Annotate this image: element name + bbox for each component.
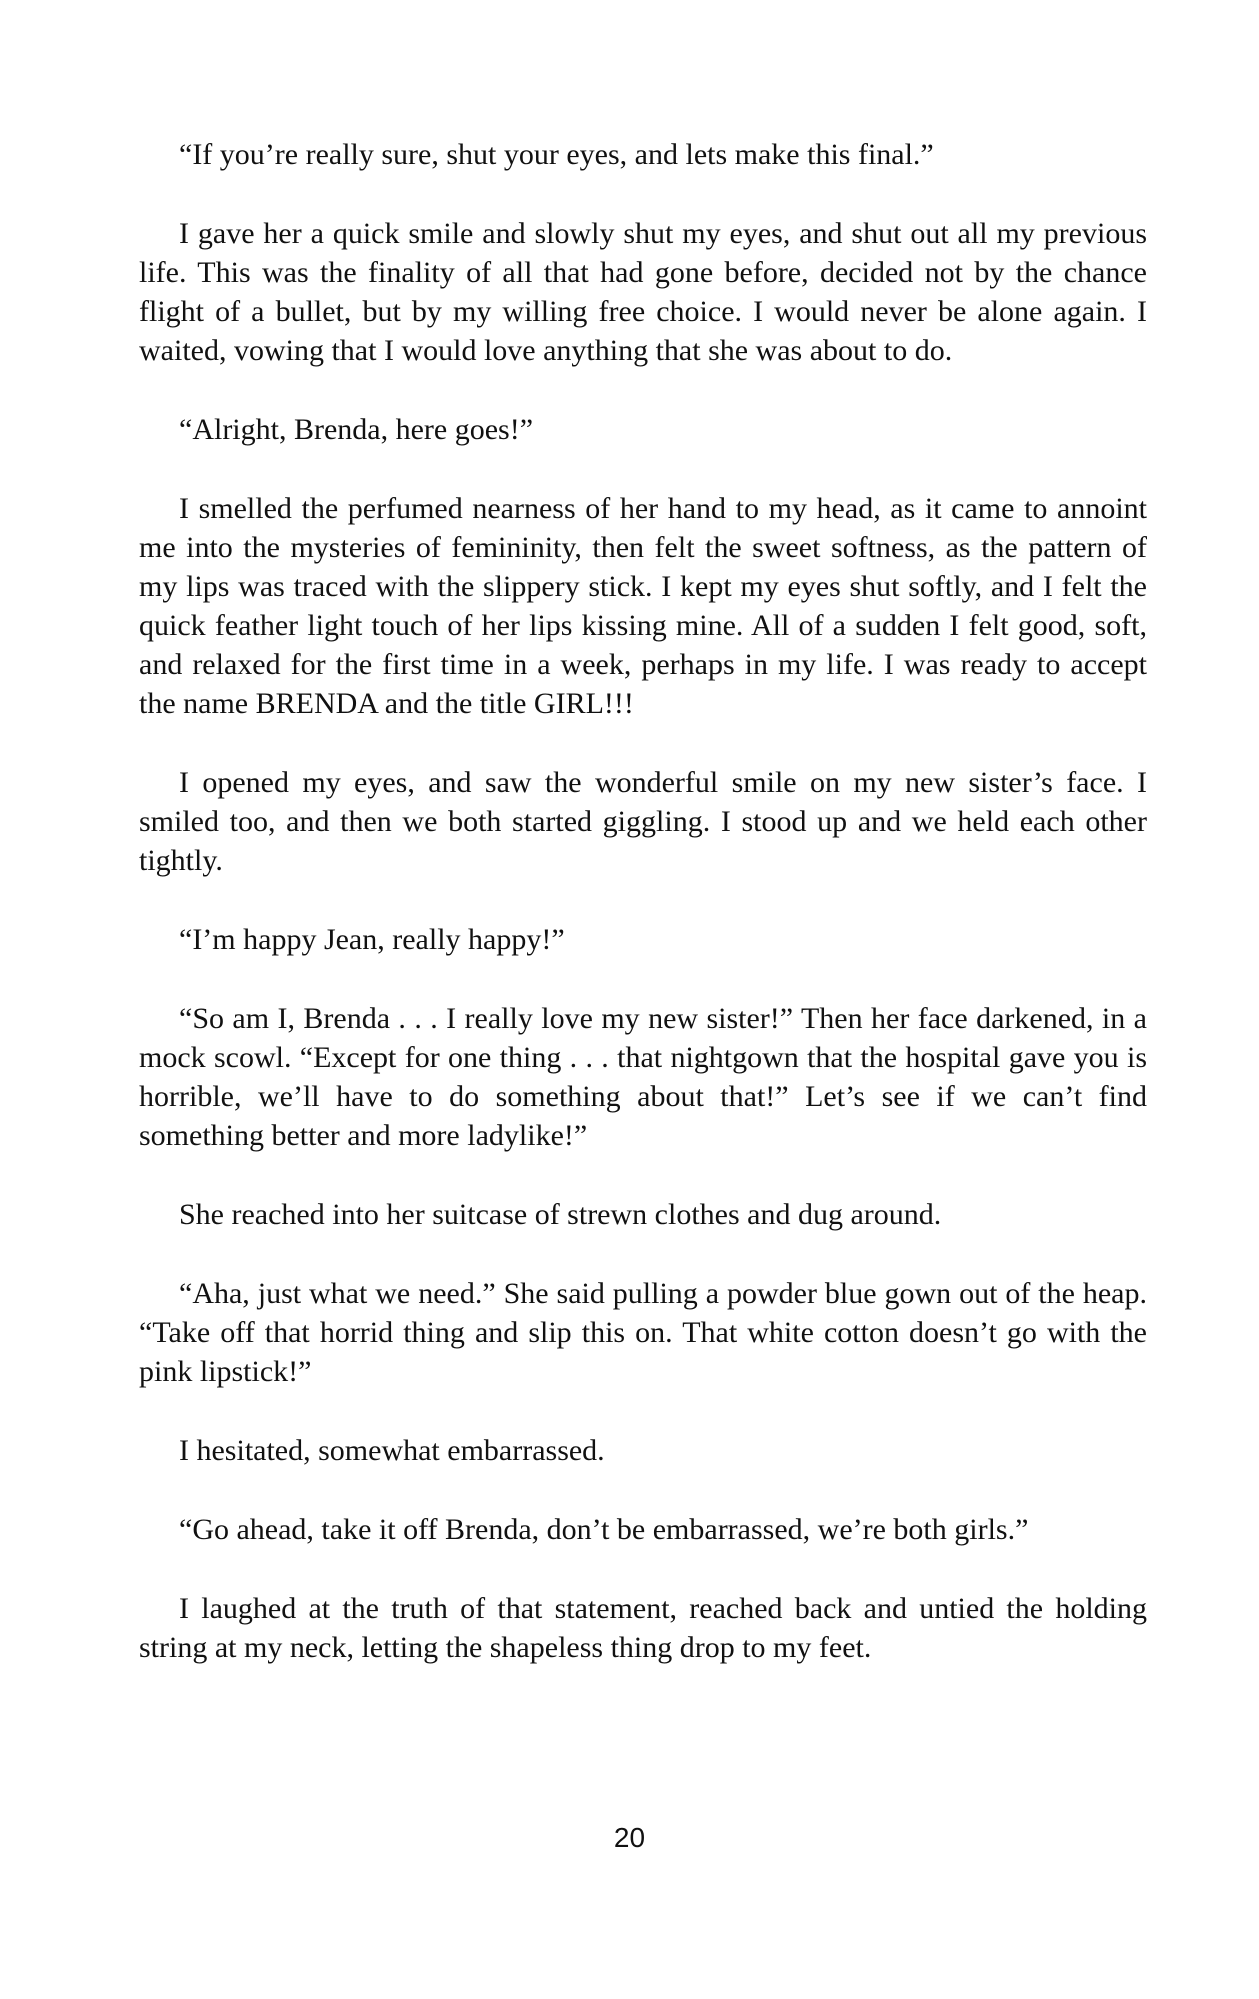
paragraph: “Go ahead, take it off Brenda, don’t be embarrassed, we’re both girls.” xyxy=(179,1513,1029,1546)
page-number: 20 xyxy=(613,1822,646,1853)
paragraph: I opened my eyes, and saw the wonderful smile on my new sister’s face. I smiled too, and then we both started giggling. I stood up and we held each other tightly. xyxy=(139,766,1147,877)
paragraph: I smelled the perfumed nearness of her hand to my head, as it came to annoint me into the mysteries of femininity, then felt the sweet softness, as the pattern of my lips was traced with the slippery stick. I kept my eyes shut softly, and I felt the quick feather light touch of her lips kissing mine. All of a sudden I felt good, soft, and relaxed for the first time in a week, perhaps in my life. I was ready to accept the name BRENDA and the title GIRL!!! xyxy=(139,492,1147,720)
paragraph: I laughed at the truth of that statement, reached back and untied the holding string at my neck, letting the shapeless thing drop to my feet. xyxy=(139,1592,1147,1664)
paragraph: I hesitated, somewhat embarrassed. xyxy=(179,1434,605,1467)
paragraph: “Aha, just what we need.” She said pulling a powder blue gown out of the heap. “Take off that horrid thing and slip this on. That white cotton doesn’t go with the pink lipstick!” xyxy=(139,1277,1147,1388)
paragraph: “I’m happy Jean, really happy!” xyxy=(179,923,565,956)
paragraph: I gave her a quick smile and slowly shut my eyes, and shut out all my previous life. This was the finality of all that had gone before, decided not by the chance flight of a bullet, but by my willing free choice. I would never be alone again. I waited, vowing that I would love anything that she was about to do. xyxy=(139,217,1147,367)
paragraph: “If you’re really sure, shut your eyes, and lets make this final.” xyxy=(179,138,934,171)
body-text xyxy=(139,135,1147,1707)
paragraph: She reached into her suitcase of strewn clothes and dug around. xyxy=(179,1198,942,1231)
paragraph: “Alright, Brenda, here goes!” xyxy=(179,413,534,446)
paragraph: “So am I, Brenda . . . I really love my new sister!” Then her face darkened, in a mock scowl. “Except for one thing . . . that nightgown that the hospital gave you is horrible, we’ll have to do something about that!” Let’s see if we can’t find something better and more ladylike!” xyxy=(139,1002,1147,1152)
